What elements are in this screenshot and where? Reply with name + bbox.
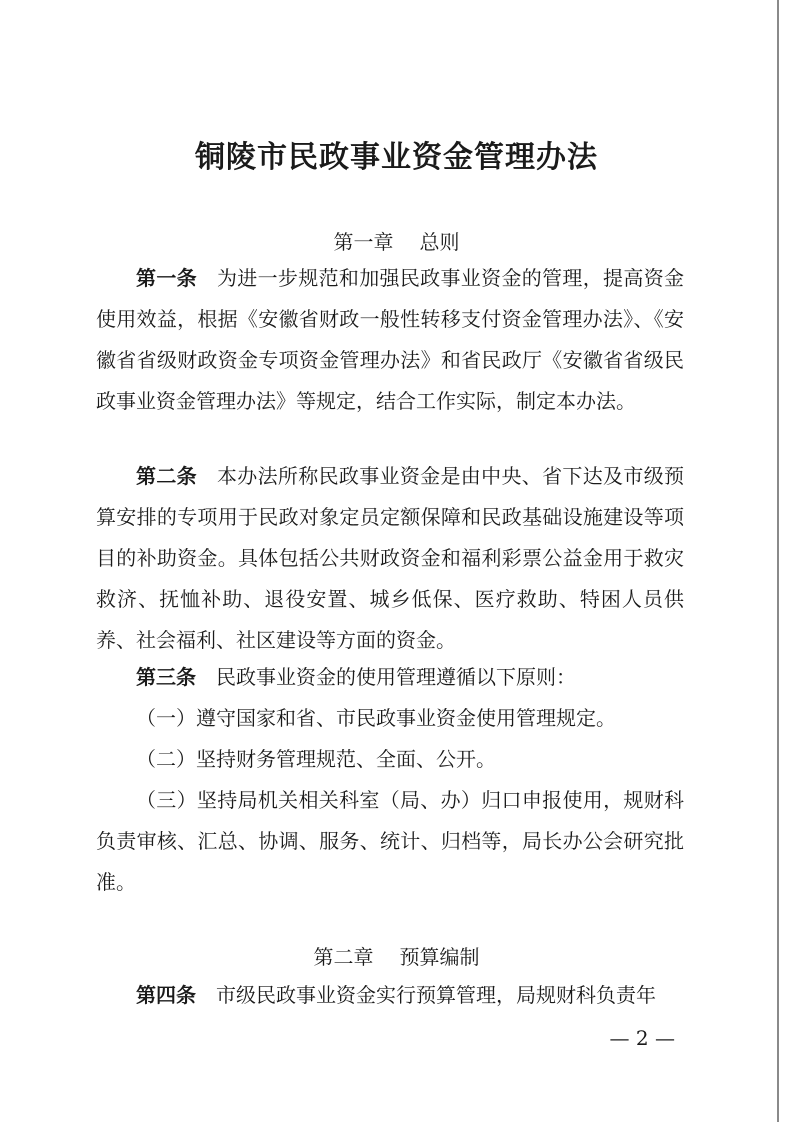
article-1-text: 为进一步规范和加强民政事业资金的管理，提高资金使用效益，根据《安徽省财政一般性转移支付资金管理办法》、《安徽省省级财政资金专项资金管理办法》和省民政厅《安徽省省级民政事业资金管理办法》等规定，结合工作实际，制定本办法。	[96, 266, 685, 413]
article-4-number: 第四条	[136, 983, 196, 1007]
article-3-number: 第三条	[136, 665, 196, 689]
article-4-text: 市级民政事业资金实行预算管理，局规财科负责年	[216, 983, 656, 1007]
article-3	[96, 657, 684, 698]
page-number: — 2 —	[609, 1026, 675, 1050]
article-2-number: 第二条	[136, 464, 197, 488]
article-2	[96, 456, 684, 661]
chapter-1-label: 第一章	[333, 230, 394, 254]
principle-1: （一）遵守国家和省、市民政事业资金使用管理规定。	[136, 706, 616, 730]
chapter-2-heading	[0, 941, 793, 970]
article-2-text: 本办法所称民政事业资金是由中央、省下达及市级预算安排的专项用于民政对象定员定额保障和民政基础设施建设等项目的补助资金。具体包括公共财政资金和福利彩票公益金用于救灾救济、抚恤补助、退役安置、城乡低保、医疗救助、特困人员供养、社会福利、社区建设等方面的资金。	[96, 464, 685, 652]
article-1-number: 第一条	[136, 266, 197, 290]
chapter-1-heading	[0, 226, 793, 255]
chapter-2-label: 第二章	[313, 945, 374, 969]
document-title: 铜陵市民政事业资金管理办法	[195, 140, 598, 175]
principle-2: （二）坚持财务管理规范、全面、公开。	[136, 747, 496, 771]
chapter-2-name: 预算编制	[399, 945, 480, 969]
article-3-text: 民政事业资金的使用管理遵循以下原则：	[216, 665, 576, 689]
principle-3: （三）坚持局机关相关科室（局、办）归口申报使用，规财科负责审核、汇总、协调、服务、统计、归档等，局长办公会研究批准。	[96, 788, 684, 894]
chapter-1-name: 总则	[419, 230, 460, 254]
article-1	[96, 258, 684, 422]
article-4	[96, 975, 684, 1016]
